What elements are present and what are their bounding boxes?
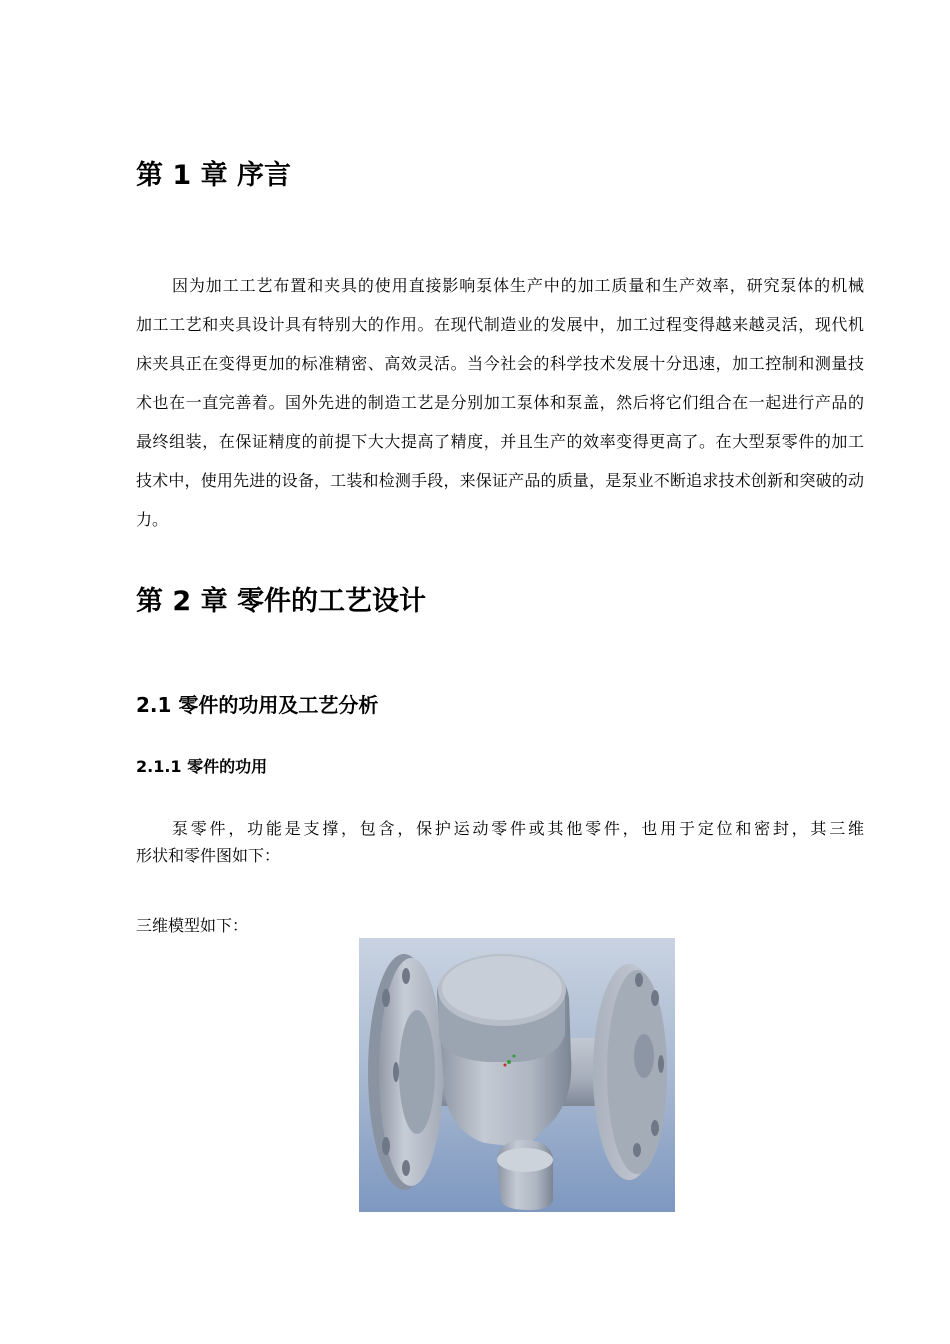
- section-2-1-1-heading: 2.1.1 零件的功用: [136, 757, 268, 776]
- chapter-2-heading: 第 2 章 零件的工艺设计: [136, 586, 426, 617]
- paragraph-line: 泵零件，功能是支撑，包含，保护运动零件或其他零件，也用于定位和密封，其三维: [172, 819, 864, 838]
- paragraph-line: 形状和零件图如下：: [136, 846, 281, 865]
- chapter-1-paragraph: [136, 266, 864, 539]
- chapter-1-heading: 第 1 章 序言: [136, 160, 291, 191]
- figure-caption: 三维模型如下：: [136, 916, 249, 935]
- paragraph-line: 加工工艺和夹具设计具有特别大的作用。在现代制造业的发展中，加工过程变得越来越灵活，现代机: [136, 315, 864, 334]
- paragraph-line: 因为加工工艺布置和夹具的使用直接影响泵体生产中的加工质量和生产效率，研究泵体的机械: [172, 276, 864, 295]
- paragraph-line: 术也在一直完善着。国外先进的制造工艺是分别加工泵体和泵盖，然后将它们组合在一起进行产品的: [136, 393, 864, 412]
- pump-body-3d-model-image: [359, 938, 675, 1212]
- section-2-1-heading: 2.1 零件的功用及工艺分析: [136, 693, 379, 717]
- paragraph-line: 最终组装，在保证精度的前提下大大提高了精度，并且生产的效率变得更高了。在大型泵零件的加工: [136, 432, 864, 451]
- paragraph-line: 力。: [136, 510, 169, 529]
- paragraph-line: 技术中，使用先进的设备，工装和检测手段，来保证产品的质量，是泵业不断追求技术创新和突破的动: [136, 471, 864, 490]
- section-2-1-1-paragraph: [136, 815, 864, 869]
- paragraph-line: 床夹具正在变得更加的标准精密、高效灵活。当今社会的科学技术发展十分迅速，加工控制和测量技: [136, 354, 864, 373]
